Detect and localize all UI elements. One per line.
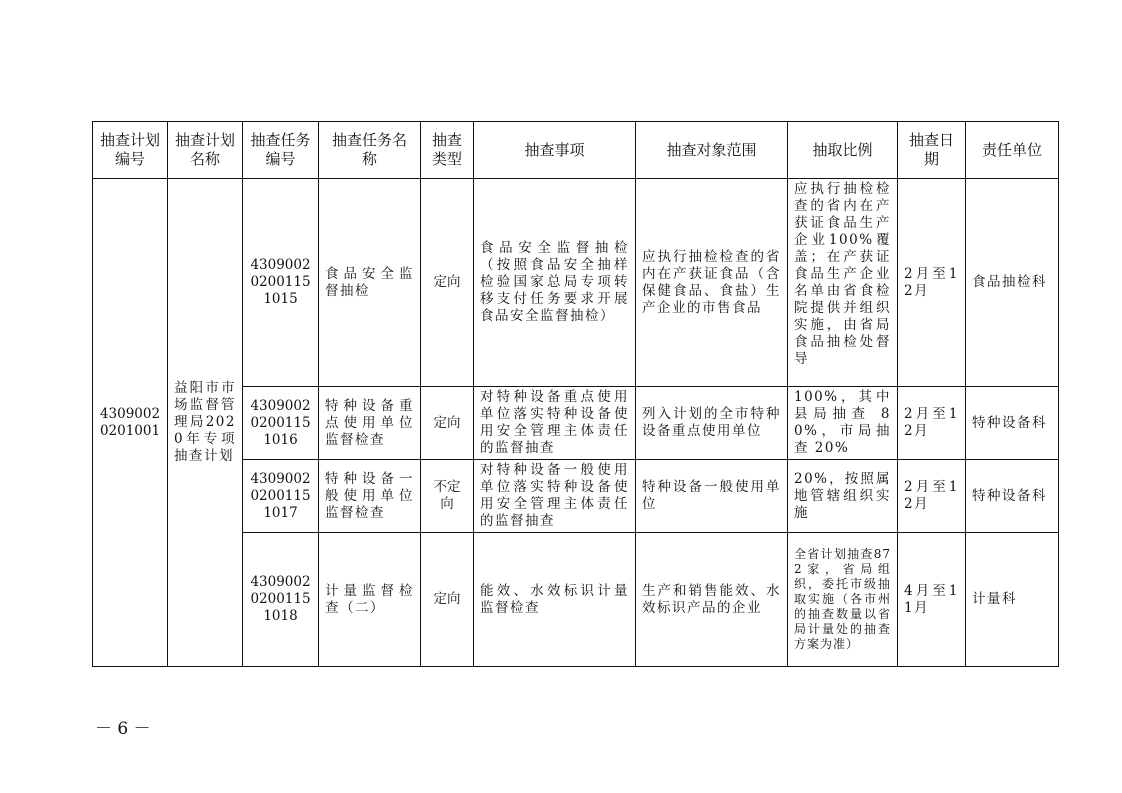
inspection-plan-table [92, 121, 1059, 667]
task-date: 2月至12月 [898, 387, 966, 460]
task-no: 4309002 0200115 1017 [243, 460, 319, 533]
task-no: 4309002 0200115 1018 [243, 533, 319, 667]
task-type: 不定向 [421, 460, 474, 533]
task-scope: 特种设备一般使用单位 [636, 460, 788, 533]
header-task-no: 抽查任务编号 [243, 122, 319, 179]
task-type: 定向 [421, 387, 474, 460]
task-type: 定向 [421, 533, 474, 667]
task-scope: 生产和销售能效、水效标识产品的企业 [636, 533, 788, 667]
task-name: 食品安全监督抽检 [319, 179, 421, 387]
task-date: 2月至12月 [898, 179, 966, 387]
task-unit: 食品抽检科 [966, 179, 1059, 387]
table-row [93, 179, 1059, 387]
task-ratio: 20%，按照属地管辖组织实施 [788, 460, 898, 533]
task-unit: 特种设备科 [966, 387, 1059, 460]
page-number: － 6 － [95, 719, 151, 739]
task-name: 特种设备一般使用单位监督检查 [319, 460, 421, 533]
task-unit: 计量科 [966, 533, 1059, 667]
task-date: 4月至11月 [898, 533, 966, 667]
task-item: 对特种设备一般使用单位落实特种设备使用安全管理主体责任的监督抽查 [474, 460, 636, 533]
task-ratio: 应执行抽检检查的省内在产获证食品生产企业100%覆盖；在产获证食品生产企业名单由省食检院提供并组织实施，由省局食品抽检处督导 [788, 179, 898, 387]
task-scope: 应执行抽检检查的省内在产获证食品（含保健食品、食盐）生产企业的市售食品 [636, 179, 788, 387]
plan-name: 益阳市市场监督管理局2020年专项抽查计划 [168, 179, 243, 667]
header-plan-name: 抽查计划名称 [168, 122, 243, 179]
task-name: 计量监督检查（二） [319, 533, 421, 667]
task-no: 4309002 0200115 1015 [243, 179, 319, 387]
plan-no: 4309002 0201001 [93, 179, 168, 667]
task-name: 特种设备重点使用单位监督检查 [319, 387, 421, 460]
header-scope: 抽查对象范围 [636, 122, 788, 179]
header-ratio: 抽取比例 [788, 122, 898, 179]
header-plan-no: 抽查计划编号 [93, 122, 168, 179]
header-item: 抽查事项 [474, 122, 636, 179]
task-type: 定向 [421, 179, 474, 387]
header-date: 抽查日期 [898, 122, 966, 179]
task-ratio: 全省计划抽查872家，省局组织，委托市级抽取实施（各市州的抽查数量以省局计量处的抽查方案为准） [788, 533, 898, 667]
header-type: 抽查类型 [421, 122, 474, 179]
task-item: 食品安全监督抽检（按照食品安全抽样检验国家总局专项转移支付任务要求开展食品安全监督抽检） [474, 179, 636, 387]
task-no: 4309002 0200115 1016 [243, 387, 319, 460]
header-task-name: 抽查任务名称 [319, 122, 421, 179]
task-unit: 特种设备科 [966, 460, 1059, 533]
header-row [93, 122, 1059, 179]
task-item: 能效、水效标识计量监督检查 [474, 533, 636, 667]
task-scope: 列入计划的全市特种设备重点使用单位 [636, 387, 788, 460]
task-item: 对特种设备重点使用单位落实特种设备使用安全管理主体责任的监督抽查 [474, 387, 636, 460]
task-date: 2月至12月 [898, 460, 966, 533]
header-unit: 责任单位 [966, 122, 1059, 179]
task-ratio: 100%，其中县局抽查 80%，市局抽查 20% [788, 387, 898, 460]
